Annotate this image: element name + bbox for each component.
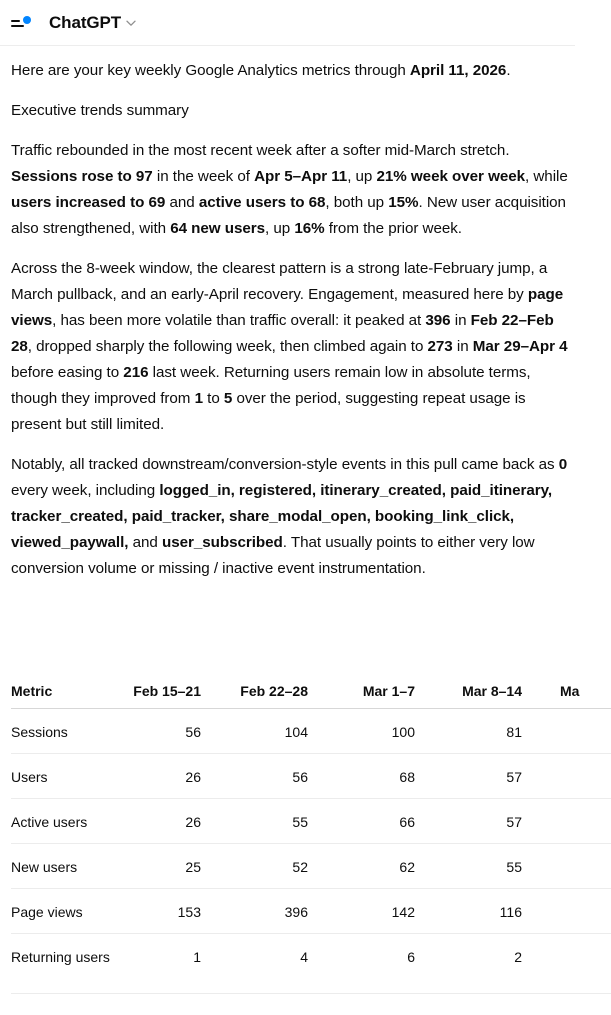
table-cell: 1 — [193, 948, 201, 965]
section-heading: Executive trends summary — [11, 102, 189, 119]
metric-name: Users — [11, 768, 48, 785]
p2-bold: 216 — [123, 364, 149, 381]
p3-text: and — [128, 534, 162, 551]
table-cell: 2 — [514, 948, 522, 965]
table-cell: 57 — [506, 768, 522, 785]
metric-name: New users — [11, 858, 78, 875]
p2-text: last week. Returning users remain low in absolute terms, though they improved from — [11, 364, 531, 407]
intro-end: . — [506, 62, 511, 79]
model-selector[interactable] — [49, 13, 136, 33]
table-cell: 81 — [506, 723, 522, 740]
table-cell: 62 — [399, 858, 415, 875]
p3-text: . That usually points to either very low conversion volume or missing / inactive event instrumentation. — [11, 534, 535, 577]
table-cell: 153 — [177, 903, 201, 920]
p2-bold: Feb 22–Feb 28 — [11, 312, 554, 355]
table-header-row — [11, 668, 611, 708]
p2-bold: 396 — [425, 312, 451, 329]
p2-text: in — [450, 312, 471, 329]
sidebar-menu-icon[interactable] — [11, 14, 33, 32]
p2-text: over the period, suggesting repeat usage is present but still limited. — [11, 390, 526, 433]
p1-bold: Apr 5–Apr 11 — [254, 168, 348, 185]
chevron-down-icon — [126, 20, 136, 27]
p1-bold: Sessions rose to 97 — [11, 168, 153, 185]
engagement-paragraph — [11, 256, 571, 438]
table-cell: 26 — [185, 768, 201, 785]
p2-bold: Mar 29–Apr 4 — [472, 338, 568, 355]
traffic-paragraph — [11, 138, 571, 242]
p2-text: to — [202, 390, 224, 407]
p3-bold: user_subscribed — [161, 534, 283, 551]
p2-bold: page views — [11, 286, 564, 329]
p1-text: and — [165, 194, 199, 211]
p3-bold: 0 — [558, 456, 568, 473]
column-header: Feb 22–28 — [240, 683, 308, 699]
p1-text: Traffic rebounded in the most recent week after a softer mid-March stretch. — [11, 142, 510, 159]
notification-dot-icon — [23, 16, 31, 24]
p3-text: Notably, all tracked downstream/conversion-style events in this pull came back as — [11, 456, 559, 473]
p1-text: in the week of — [152, 168, 255, 185]
p2-text: Across the 8-week window, the clearest pattern is a strong late-February jump, a March pullback, and an early-April recovery. Engagement, measured here by — [11, 260, 548, 303]
intro-date: April 11, 2026 — [409, 62, 507, 79]
p2-text: , dropped sharply the following week, then climbed again to — [27, 338, 428, 355]
table-row — [11, 753, 611, 798]
table-cell: 6 — [407, 948, 415, 965]
table-row — [11, 798, 611, 843]
table-cell — [522, 888, 611, 933]
p1-bold: active users to 68 — [198, 194, 326, 211]
metric-name: Page views — [11, 903, 83, 920]
p1-bold: 64 new users — [170, 220, 266, 237]
p1-bold: 16% — [294, 220, 325, 237]
column-header: Feb 15–21 — [133, 683, 201, 699]
table-cell: 4 — [300, 948, 308, 965]
column-header: Metric — [11, 683, 53, 699]
assistant-message — [11, 58, 571, 596]
p2-text: , has been more volatile than traffic overall: it peaked at — [52, 312, 426, 329]
table-cell: 68 — [399, 768, 415, 785]
table-cell: 116 — [499, 903, 522, 920]
table-cell: 25 — [185, 858, 201, 875]
table-row — [11, 888, 611, 933]
table-cell: 55 — [506, 858, 522, 875]
column-header: Ma — [560, 683, 580, 699]
table-cell: 52 — [292, 858, 308, 875]
table-cell: 142 — [391, 903, 415, 920]
metrics-table-scroll[interactable] — [11, 668, 580, 994]
table-cell: 66 — [399, 813, 415, 830]
table-cell: 100 — [391, 723, 415, 740]
table-cell: 57 — [506, 813, 522, 830]
table-cell — [522, 753, 611, 798]
table-row — [11, 843, 611, 888]
table-cell: 55 — [292, 813, 308, 830]
p2-text: in — [452, 338, 473, 355]
menu-bar-top — [11, 20, 20, 22]
column-header: Mar 8–14 — [462, 683, 522, 699]
metric-name: Returning users — [11, 948, 110, 965]
p2-bold: 273 — [427, 338, 453, 355]
table-cell: 26 — [185, 813, 201, 830]
p1-bold: 15% — [388, 194, 419, 211]
table-row — [11, 708, 611, 753]
column-header: Mar 1–7 — [362, 683, 415, 699]
table-cell — [522, 798, 611, 843]
p2-bold: 5 — [223, 390, 233, 407]
menu-bar-bottom — [11, 25, 24, 27]
events-paragraph — [11, 452, 571, 582]
p1-text: , both up — [325, 194, 389, 211]
p1-text: . New user acquisition also strengthened, with — [11, 194, 566, 237]
app-title: ChatGPT — [49, 12, 122, 32]
table-cell — [522, 843, 611, 888]
p2-bold: 1 — [194, 390, 203, 407]
p3-text: every week, including — [11, 482, 160, 499]
intro-paragraph — [11, 58, 571, 84]
table-cell — [522, 708, 611, 753]
table-row — [11, 933, 611, 993]
table-cell: 56 — [292, 768, 308, 785]
p1-bold: users increased to 69 — [11, 194, 166, 211]
p3-bold: logged_in, registered, itinerary_created, paid_itinerary, tracker_created, paid_tracker, share_modal_open, booking_link_click, viewed_paywall, — [11, 482, 553, 551]
p2-text: before easing to — [11, 364, 124, 381]
table-cell: 104 — [284, 723, 308, 740]
metric-name: Active users — [11, 813, 88, 830]
top-bar — [0, 0, 575, 46]
p1-bold: 21% week over week — [376, 168, 526, 185]
metric-name: Sessions — [11, 723, 68, 740]
metrics-table — [11, 668, 611, 994]
p1-text: , while — [525, 168, 568, 185]
table-cell: 396 — [284, 903, 308, 920]
table-cell — [522, 933, 611, 993]
p1-text: , up — [347, 168, 377, 185]
p1-text: , up — [265, 220, 295, 237]
p1-text: from the prior week. — [324, 220, 462, 237]
intro-text: Here are your key weekly Google Analytics metrics through — [11, 62, 410, 79]
table-cell: 56 — [185, 723, 201, 740]
